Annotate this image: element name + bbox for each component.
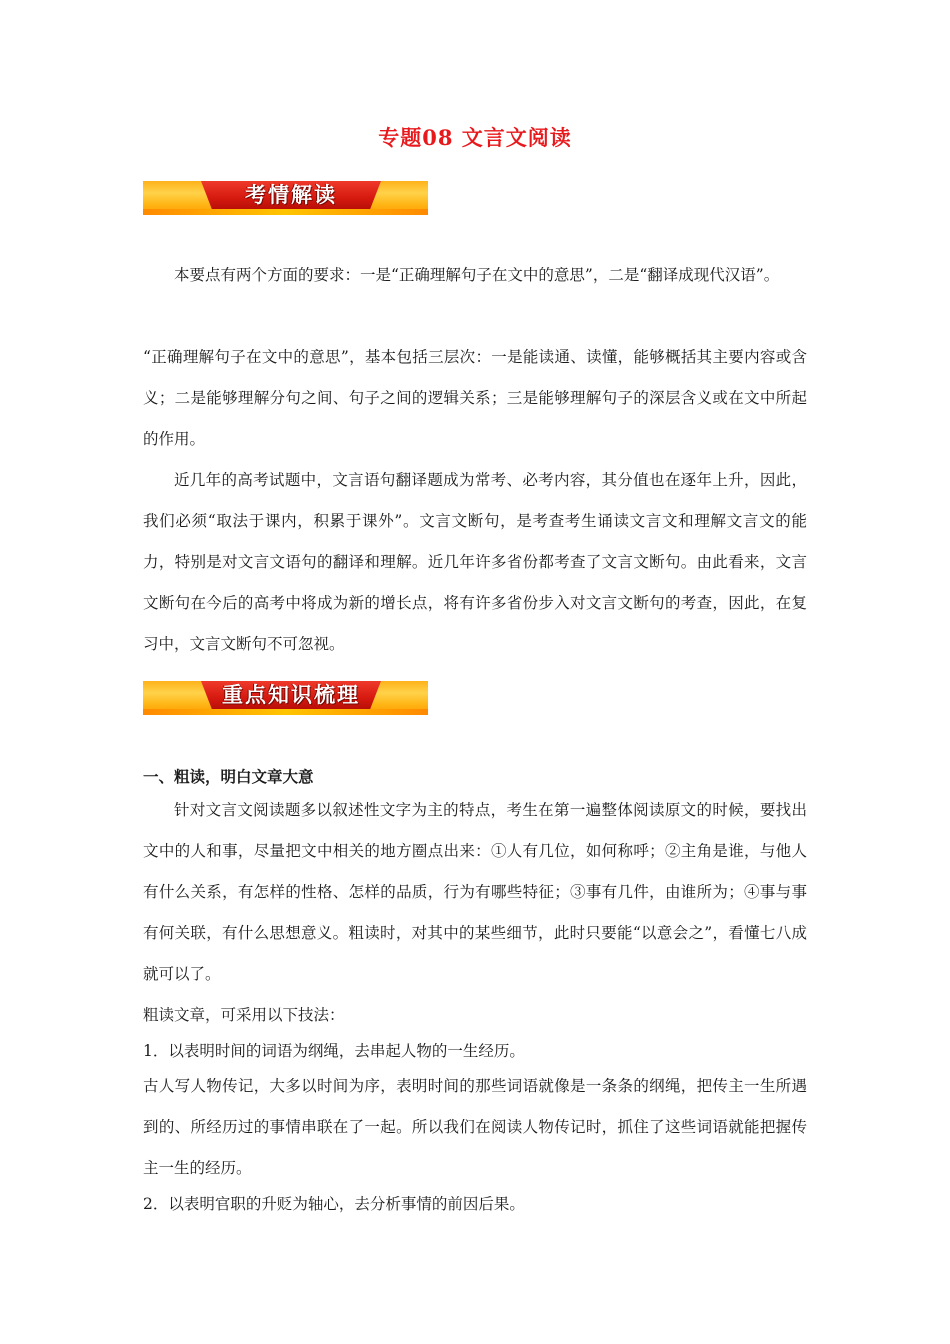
intro-paragraph-1: 本要点有两个方面的要求：一是“正确理解句子在文中的意思”，二是“翻译成现代汉语”。 <box>174 266 780 284</box>
section-paragraph-3: 1．以表明时间的词语为纲绳，去串起人物的一生经历。 <box>143 1042 525 1060</box>
intro-paragraph-2: “正确理解句子在文中的意思”，基本包括三层次：一是能读通、读懂，能够概括其主要内容或含义；二是能够理解分句之间、句子之间的逻辑关系；三是能够理解句子的深层含义或在文中所起的作用。 <box>143 348 807 448</box>
section-paragraph-5: 2．以表明官职的升贬为轴心，去分析事情的前因后果。 <box>143 1195 525 1213</box>
section-paragraph-1: 针对文言文阅读题多以叙述性文字为主的特点，考生在第一遍整体阅读原文的时候，要找出文中的人和事，尽量把文中相关的地方圈点出来：①人有几位，如何称呼；②主角是谁，与他人有什么关系，有怎样的性格、怎样的品质，行为有哪些特征；③事有几件，由谁所为；④事与事有何关联，有什么思想意义。粗读时，对其中的某些细节，此时只要能“以意会之”，看懂七八成就可以了。 <box>143 801 807 983</box>
section-paragraph-2: 粗读文章，可采用以下技法： <box>143 1006 345 1024</box>
section-heading: 一、粗读，明白文章大意 <box>143 768 314 786</box>
intro-paragraph-3: 近几年的高考试题中，文言语句翻译题成为常考、必考内容，其分值也在逐年上升，因此，我们必须“取法于课内，积累于课外”。文言文断句，是考查考生诵读文言文和理解文言文的能力，特别是对文言文语句的翻译和理解。近几年许多省份都考查了文言文断句。由此看来，文言文断句在今后的高考中将成为新的增长点，将有许多省份步入对文言文断句的考查，因此，在复习中，文言文断句不可忽视。 <box>143 471 807 653</box>
page-title: 专题08 文言文阅读 <box>378 125 572 150</box>
section-banner-exam-analysis <box>143 181 428 215</box>
banner-label: 重点知识梳理 <box>222 683 360 707</box>
banner-stripe <box>143 209 428 215</box>
banner-label: 考情解读 <box>245 183 337 207</box>
section-paragraph-4: 古人写人物传记，大多以时间为序，表明时间的那些词语就像是一条条的纲绳，把传主一生所遇到的、所经历过的事情串联在了一起。所以我们在阅读人物传记时，抓住了这些词语就能把握传主一生的经历。 <box>143 1077 807 1177</box>
banner-stripe <box>143 709 428 715</box>
section-banner-key-knowledge <box>143 681 428 715</box>
